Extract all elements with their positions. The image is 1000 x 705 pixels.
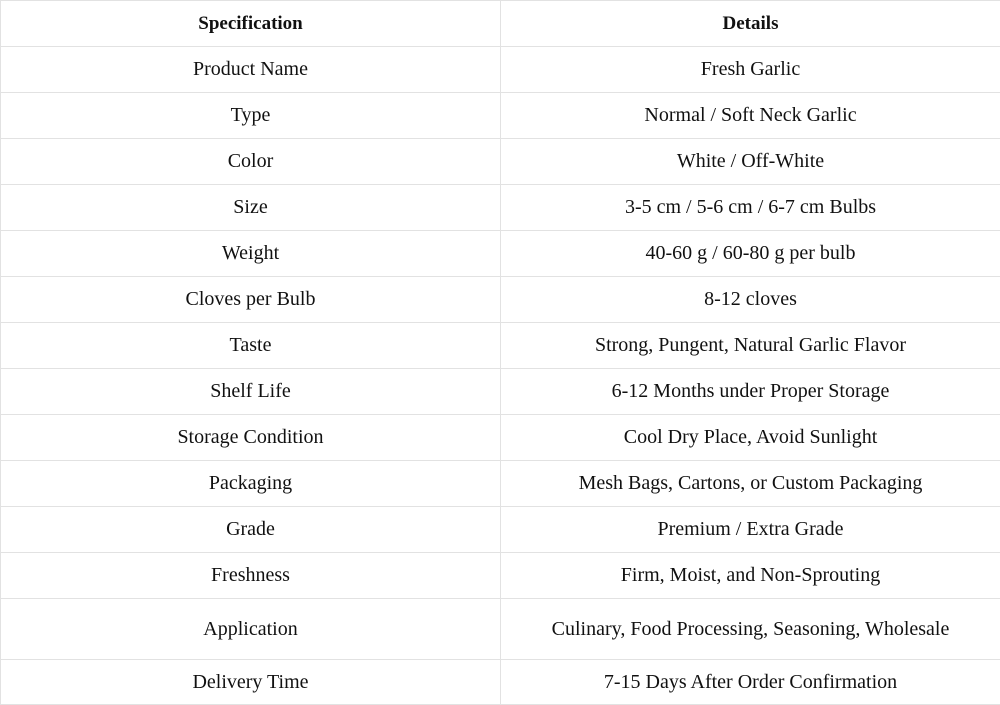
detail-cell: 7-15 Days After Order Confirmation — [501, 660, 1000, 705]
detail-cell: Mesh Bags, Cartons, or Custom Packaging — [501, 461, 1000, 507]
table-row — [1, 415, 1000, 461]
detail-cell: Premium / Extra Grade — [501, 507, 1000, 553]
table-row — [1, 369, 1000, 415]
table-row — [1, 599, 1000, 660]
table-header — [1, 1, 1000, 47]
table-row — [1, 323, 1000, 369]
spec-cell: Color — [1, 139, 501, 185]
spec-cell: Type — [1, 93, 501, 139]
table-row — [1, 507, 1000, 553]
detail-cell: Strong, Pungent, Natural Garlic Flavor — [501, 323, 1000, 369]
table-row — [1, 553, 1000, 599]
spec-cell: Size — [1, 185, 501, 231]
spec-cell: Application — [1, 599, 501, 660]
table-row — [1, 461, 1000, 507]
detail-cell: White / Off-White — [501, 139, 1000, 185]
spec-cell: Packaging — [1, 461, 501, 507]
table-row — [1, 660, 1000, 705]
spec-cell: Grade — [1, 507, 501, 553]
header-specification: Specification — [1, 1, 501, 47]
header-details: Details — [501, 1, 1000, 47]
header-row — [1, 1, 1000, 47]
detail-cell: 40-60 g / 60-80 g per bulb — [501, 231, 1000, 277]
spec-cell: Product Name — [1, 47, 501, 93]
spec-cell: Delivery Time — [1, 660, 501, 705]
detail-cell: 3-5 cm / 5-6 cm / 6-7 cm Bulbs — [501, 185, 1000, 231]
spec-cell: Freshness — [1, 553, 501, 599]
table-row — [1, 93, 1000, 139]
table-row — [1, 185, 1000, 231]
spec-cell: Storage Condition — [1, 415, 501, 461]
table-row — [1, 277, 1000, 323]
table-row — [1, 47, 1000, 93]
detail-cell: 8-12 cloves — [501, 277, 1000, 323]
detail-cell: 6-12 Months under Proper Storage — [501, 369, 1000, 415]
table-row — [1, 231, 1000, 277]
spec-cell: Weight — [1, 231, 501, 277]
spec-cell: Cloves per Bulb — [1, 277, 501, 323]
spec-cell: Taste — [1, 323, 501, 369]
detail-cell: Cool Dry Place, Avoid Sunlight — [501, 415, 1000, 461]
detail-cell: Firm, Moist, and Non-Sprouting — [501, 553, 1000, 599]
table-body — [1, 47, 1000, 705]
spec-cell: Shelf Life — [1, 369, 501, 415]
detail-cell: Normal / Soft Neck Garlic — [501, 93, 1000, 139]
detail-cell: Culinary, Food Processing, Seasoning, Wholesale — [501, 599, 1000, 660]
table-row — [1, 139, 1000, 185]
detail-cell: Fresh Garlic — [501, 47, 1000, 93]
